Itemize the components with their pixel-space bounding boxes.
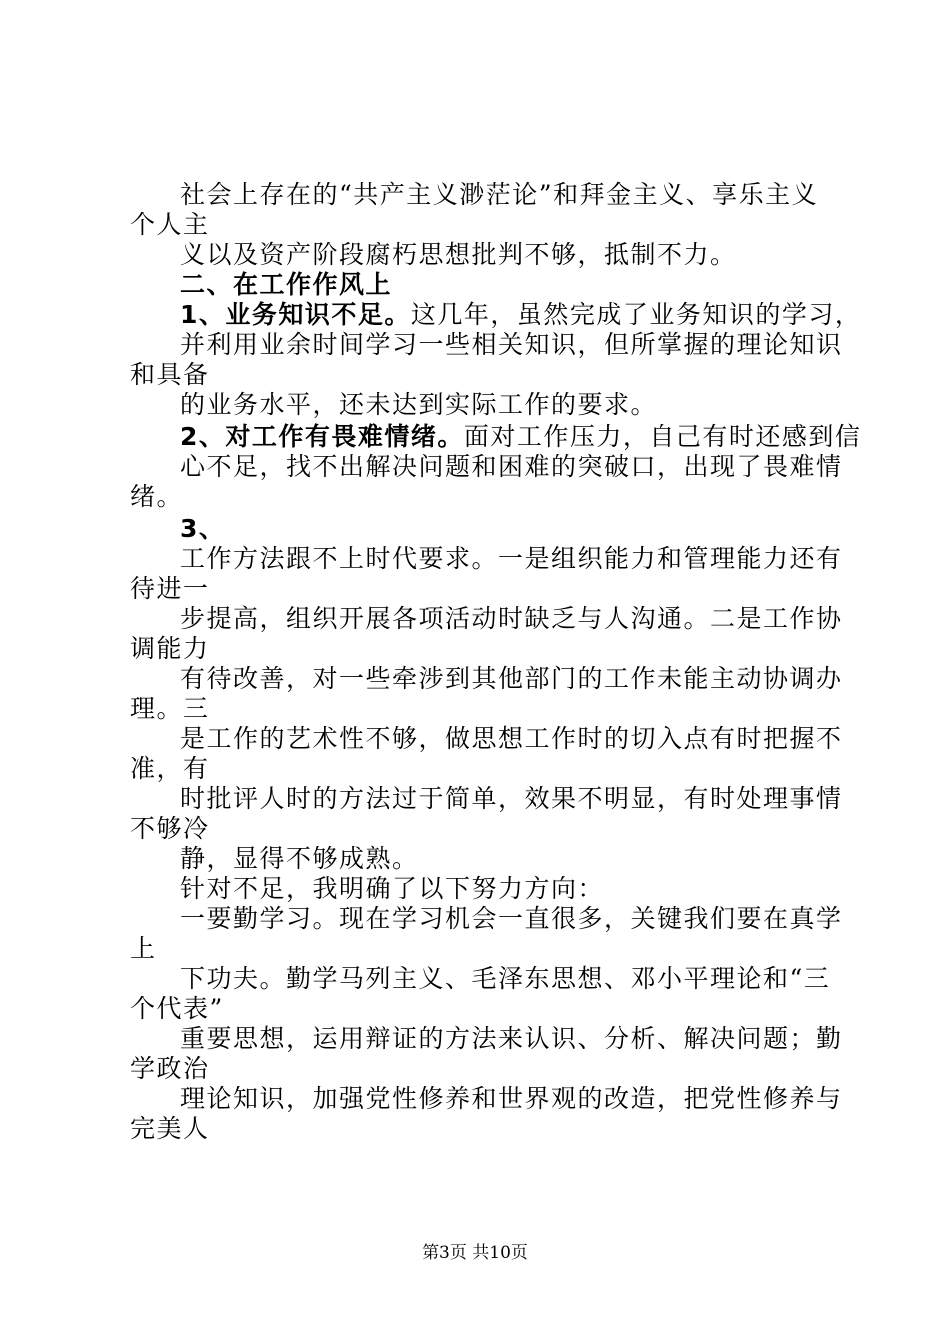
- body-line: 理。三: [130, 694, 210, 723]
- body-line: 个代表”: [130, 994, 224, 1023]
- body-line: 是工作的艺术性不够，做思想工作时的切入点有时把握不: [180, 724, 843, 753]
- body-line: 准，有: [130, 754, 210, 783]
- body-line: 下功夫。勤学马列主义、毛泽东思想、邓小平理论和“三: [180, 964, 831, 993]
- item-heading: 2、对工作有畏难情绪。: [180, 422, 464, 451]
- body-line: 个人主: [130, 210, 210, 239]
- body-line: 理论知识，加强党性修养和世界观的改造，把党性修养与: [180, 1084, 843, 1113]
- body-line: 完美人: [130, 1114, 210, 1143]
- body-line: 针对不足，我明确了以下努力方向：: [180, 874, 605, 903]
- body-line: 上: [130, 934, 157, 963]
- body-line: 义以及资产阶段腐朽思想批判不够，抵制不力。: [180, 240, 737, 269]
- body-line: 有待改善，对一些牵涉到其他部门的工作未能主动协调办: [180, 664, 843, 693]
- body-line: [180, 422, 950, 452]
- body-line: 和具备: [130, 360, 210, 389]
- body-line: 时批评人时的方法过于简单，效果不明显，有时处理事情: [180, 784, 843, 813]
- body-line: 心不足，找不出解决问题和困难的突破口，出现了畏难情: [180, 452, 843, 481]
- body-line: 静，显得不够成熟。: [180, 844, 419, 873]
- body-line: 待进一: [130, 574, 210, 603]
- body-line: 一要勤学习。现在学习机会一直很多，关键我们要在真学: [180, 904, 843, 933]
- body-line: 调能力: [130, 634, 210, 663]
- body-line: [180, 300, 950, 330]
- body-line: 工作方法跟不上时代要求。一是组织能力和管理能力还有: [180, 544, 843, 573]
- body-line: 社会上存在的“共产主义渺茫论”和拜金主义、享乐主义: [180, 180, 819, 209]
- body-line: 的业务水平，还未达到实际工作的要求。: [180, 390, 658, 419]
- body-line: 重要思想，运用辩证的方法来认识、分析、解决问题；勤: [180, 1024, 843, 1053]
- body-line: 学政治: [130, 1054, 210, 1083]
- item-text: 这几年，虽然完成了业务知识的学习，: [410, 300, 862, 329]
- body-line: 并利用业余时间学习一些相关知识，但所掌握的理论知识: [180, 330, 843, 359]
- section-heading: 二、在工作作风上: [180, 270, 393, 299]
- body-line: 不够冷: [130, 814, 210, 843]
- item-text: 面对工作压力，自己有时还感到信: [463, 422, 862, 451]
- page-number-footer: 第3页 共10页: [422, 1243, 528, 1263]
- item-number: 3、: [180, 514, 226, 543]
- item-heading: 1、业务知识不足。: [180, 300, 411, 329]
- body-line: 绪。: [130, 482, 184, 511]
- body-line: 步提高，组织开展各项活动时缺乏与人沟通。二是工作协: [180, 604, 843, 633]
